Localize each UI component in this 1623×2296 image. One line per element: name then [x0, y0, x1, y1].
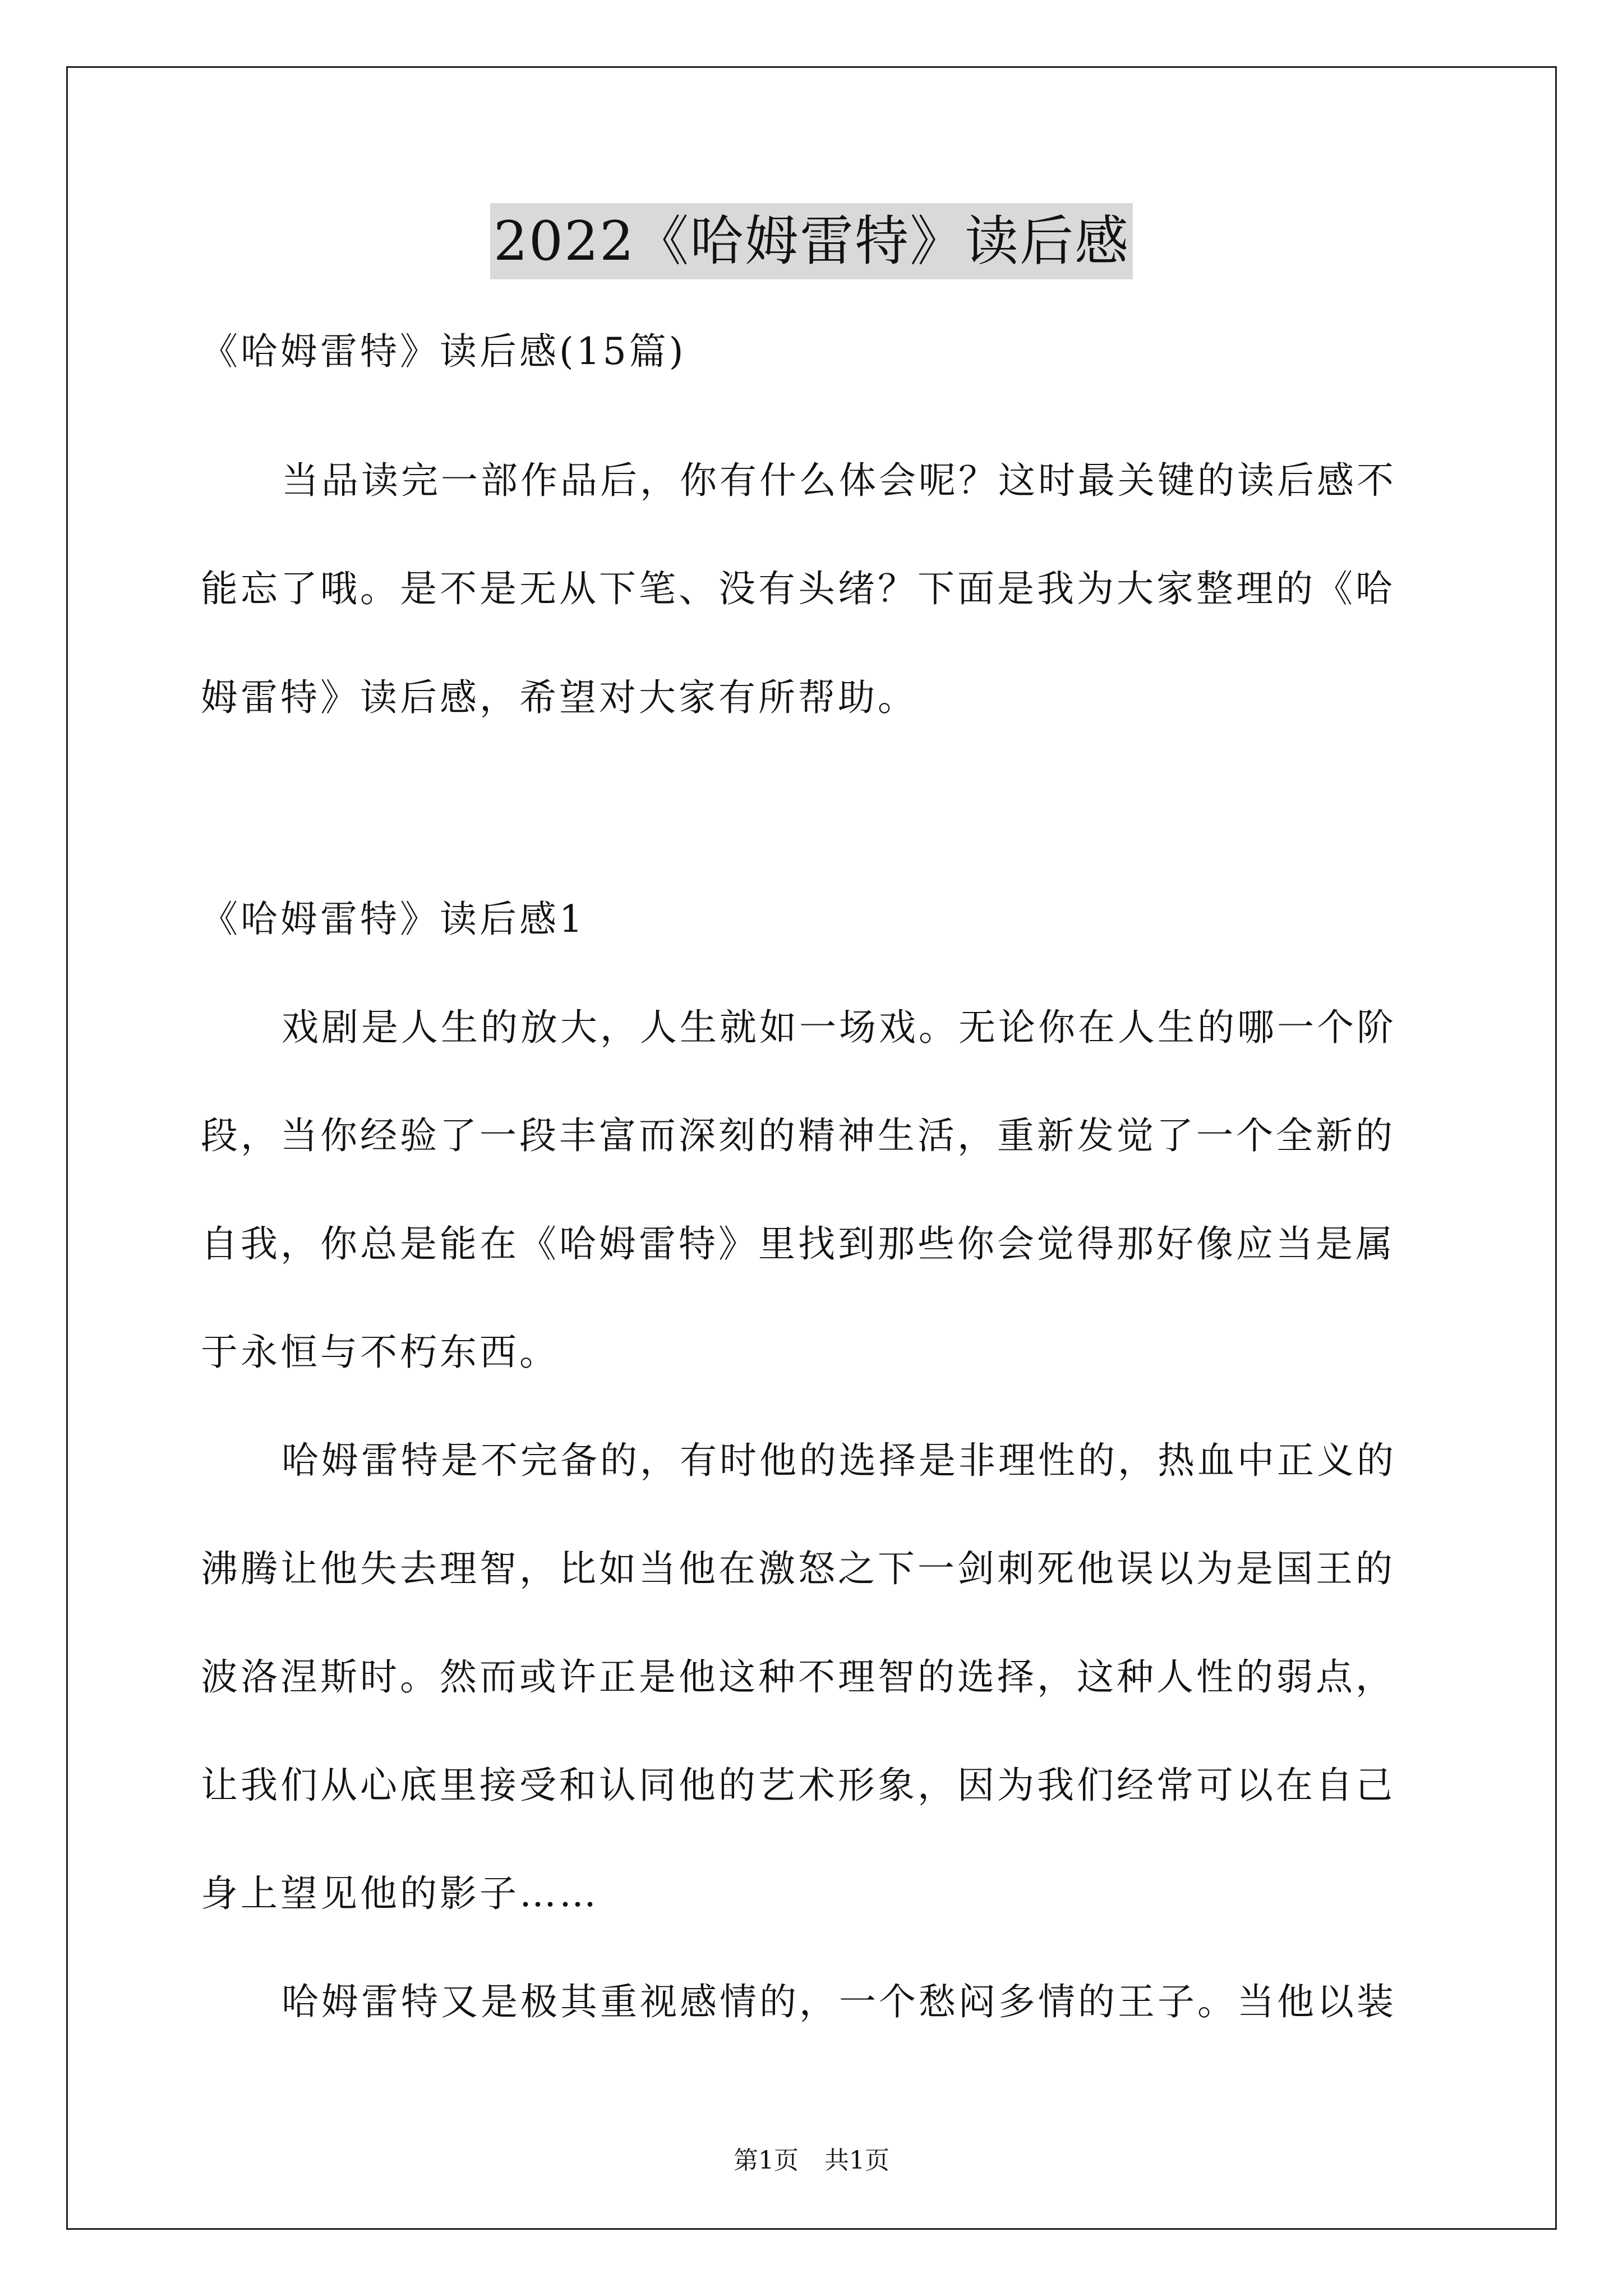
document-title: 2022《哈姆雷特》读后感 — [490, 203, 1133, 279]
section-heading: 《哈姆雷特》读后感1 — [201, 898, 585, 941]
paragraph-line: 沸腾让他失去理智，比如当他在激怒之下一剑刺死他误以为是国王的 — [201, 1547, 1395, 1590]
paragraph-line: 戏剧是人生的放大，人生就如一场戏。无论你在人生的哪一个阶 — [282, 1006, 1396, 1049]
page-number-current: 第1页 — [734, 2146, 799, 2175]
paragraph-line: 于永恒与不朽东西。 — [201, 1331, 559, 1374]
paragraph-line: 哈姆雷特是不完备的，有时他的选择是非理性的，热血中正义的 — [282, 1439, 1396, 1482]
document-subtitle: 《哈姆雷特》读后感(15篇) — [201, 330, 686, 373]
title-wrap — [0, 203, 1623, 279]
page-footer — [0, 2140, 1623, 2176]
page-number-total: 共1页 — [824, 2146, 889, 2175]
intro-line: 能忘了哦。是不是无从下笔、没有头绪？下面是我为大家整理的《哈 — [201, 567, 1395, 610]
paragraph-line: 段，当你经验了一段丰富而深刻的精神生活，重新发觉了一个全新的 — [201, 1114, 1395, 1157]
intro-line: 姆雷特》读后感，希望对大家有所帮助。 — [201, 676, 917, 719]
paragraph-line: 身上望见他的影子…… — [201, 1872, 599, 1915]
paragraph-line: 自我，你总是能在《哈姆雷特》里找到那些你会觉得那好像应当是属 — [201, 1222, 1395, 1266]
paragraph-line: 哈姆雷特又是极其重视感情的，一个愁闷多情的王子。当他以装 — [282, 1980, 1396, 2023]
paragraph-line: 让我们从心底里接受和认同他的艺术形象，因为我们经常可以在自己 — [201, 1764, 1395, 1807]
intro-line: 当品读完一部作品后，你有什么体会呢？这时最关键的读后感不 — [282, 459, 1396, 502]
paragraph-line: 波洛涅斯时。然而或许正是他这种不理智的选择，这种人性的弱点， — [201, 1655, 1395, 1699]
